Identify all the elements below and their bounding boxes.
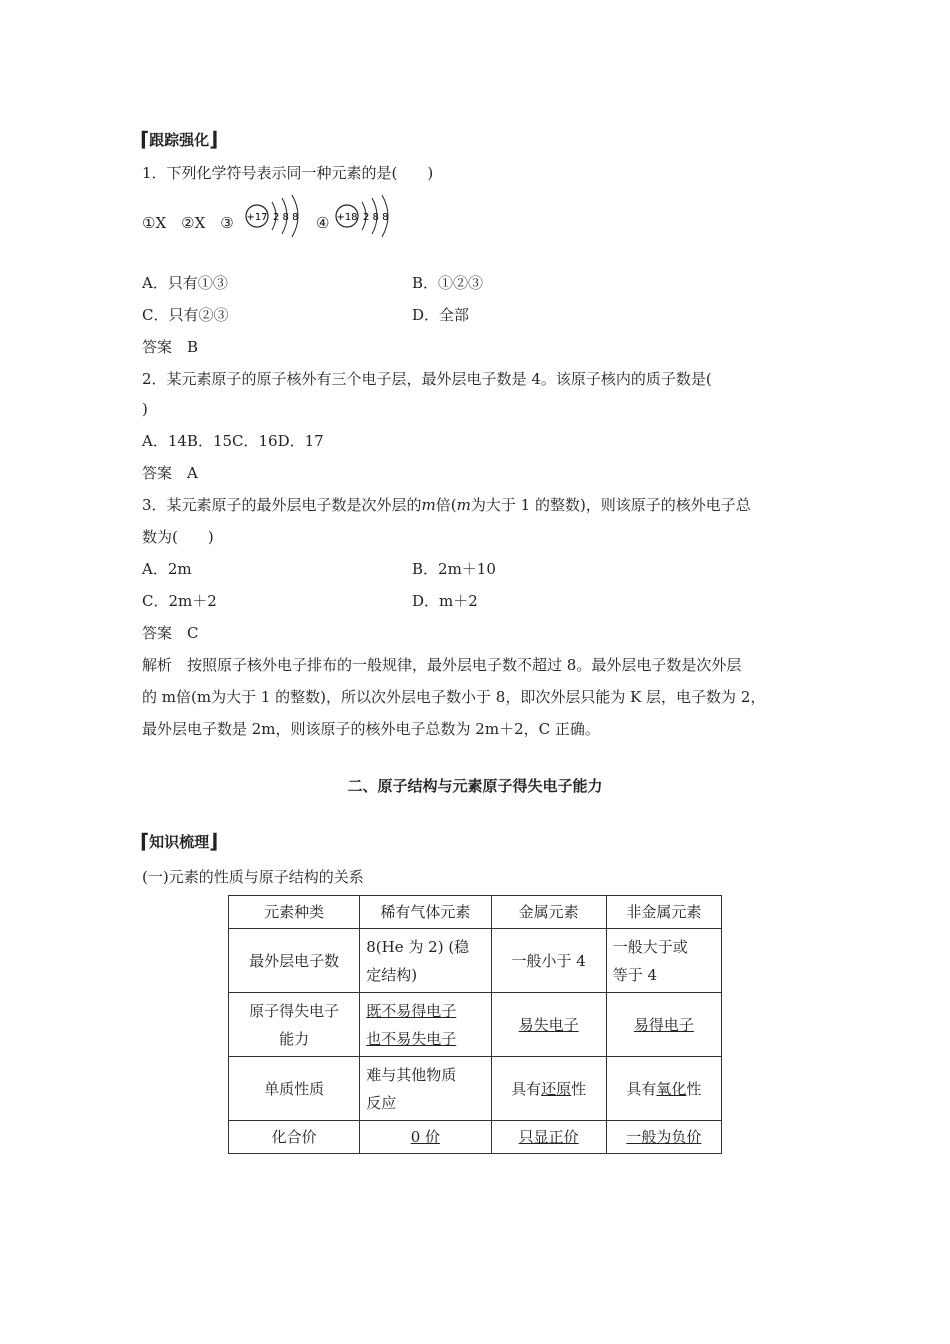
q1-option-row <box>142 212 234 234</box>
q1-option-d: D．全部 <box>412 306 470 324</box>
table-cell: 既不易得电子 也不易失电子 <box>360 993 491 1057</box>
table-cell: 难与其他物质 反应 <box>360 1057 491 1121</box>
table-cell: 具有氧化性 <box>606 1057 721 1121</box>
q1-answer: 答案 B <box>142 338 199 356</box>
element-property-table <box>228 895 722 1154</box>
q1-options-123: ①X ②X ③ <box>142 214 234 232</box>
header-cell: 元素种类 <box>229 896 360 929</box>
q3-analysis-line3: 最外层电子数是 2m，则该原子的核外电子总数为 2m＋2，C 正确。 <box>142 720 600 738</box>
q2-stem-end: ) <box>142 400 148 418</box>
table-row <box>229 1121 722 1154</box>
table-row <box>229 993 722 1057</box>
q1-stem: 1．下列化学符号表示同一种元素的是( ) <box>142 164 434 182</box>
row-label: 最外层电子数 <box>229 929 360 993</box>
atom3-shells: 2 8 8 <box>273 212 299 223</box>
table-cell: 0 价 <box>360 1121 491 1154</box>
table-row <box>229 1057 722 1121</box>
q3-analysis-line2: 的 m倍(m为大于 1 的整数)，所以次外层电子数小于 8，即次外层只能为 K 层，电子数为 2， <box>142 688 766 706</box>
q3-option-d: D．m＋2 <box>412 592 478 610</box>
table-cell: 易失电子 <box>491 993 606 1057</box>
row-label: 化合价 <box>229 1121 360 1154</box>
atom-diagram-4 <box>330 192 402 238</box>
atom-diagram-3 <box>240 192 312 238</box>
q3-option-b: B．2m＋10 <box>412 560 496 578</box>
header-cell: 金属元素 <box>491 896 606 929</box>
section-heading-knowledge: ⌈知识梳理⌋ <box>140 829 219 853</box>
atom4-nucleus: +18 <box>336 212 358 223</box>
q2-options: A．14B．15C．16D．17 <box>142 432 324 450</box>
subsection-title: (一)元素的性质与原子结构的关系 <box>142 868 364 886</box>
q3-stem-line1: 3．某元素原子的最外层电子数是次外层的m倍(m为大于 1 的整数)，则该原子的核外电子总 <box>142 496 751 514</box>
q2-answer: 答案 A <box>142 464 198 482</box>
table-cell: 一般大于或 等于 4 <box>606 929 721 993</box>
q1-option-4: ④ <box>316 214 330 232</box>
q3-analysis-line1: 解析 按照原子核外电子排布的一般规律，最外层电子数不超过 8。最外层电子数是次外层 <box>142 656 742 674</box>
q1-option-a: A．只有①③ <box>142 274 228 292</box>
q1-option-c: C．只有②③ <box>142 306 229 324</box>
table-row <box>229 929 722 993</box>
table-cell: 8(He 为 2) (稳 定结构) <box>360 929 491 993</box>
q3-stem-line2: 数为( ) <box>142 528 214 546</box>
row-label: 原子得失电子 能力 <box>229 993 360 1057</box>
q3-answer: 答案 C <box>142 624 199 642</box>
section-title: 二、原子结构与元素原子得失电子能力 <box>347 777 603 795</box>
table-cell: 一般小于 4 <box>491 929 606 993</box>
q1-option-b: B．①②③ <box>412 274 484 292</box>
table-header-row <box>229 896 722 929</box>
header-cell: 非金属元素 <box>606 896 721 929</box>
section-heading-track: ⌈跟踪强化⌋ <box>140 127 219 151</box>
q3-option-c: C．2m＋2 <box>142 592 217 610</box>
q2-stem: 2．某元素原子的原子核外有三个电子层，最外层电子数是 4。该原子核内的质子数是( <box>142 370 712 388</box>
row-label: 单质性质 <box>229 1057 360 1121</box>
header-cell: 稀有气体元素 <box>360 896 491 929</box>
table-cell: 只显正价 <box>491 1121 606 1154</box>
q3-option-a: A．2m <box>142 560 192 578</box>
table-cell: 易得电子 <box>606 993 721 1057</box>
atom3-nucleus: +17 <box>246 212 268 223</box>
atom4-shells: 2 8 8 <box>363 212 389 223</box>
table-cell: 具有还原性 <box>491 1057 606 1121</box>
table-cell: 一般为负价 <box>606 1121 721 1154</box>
